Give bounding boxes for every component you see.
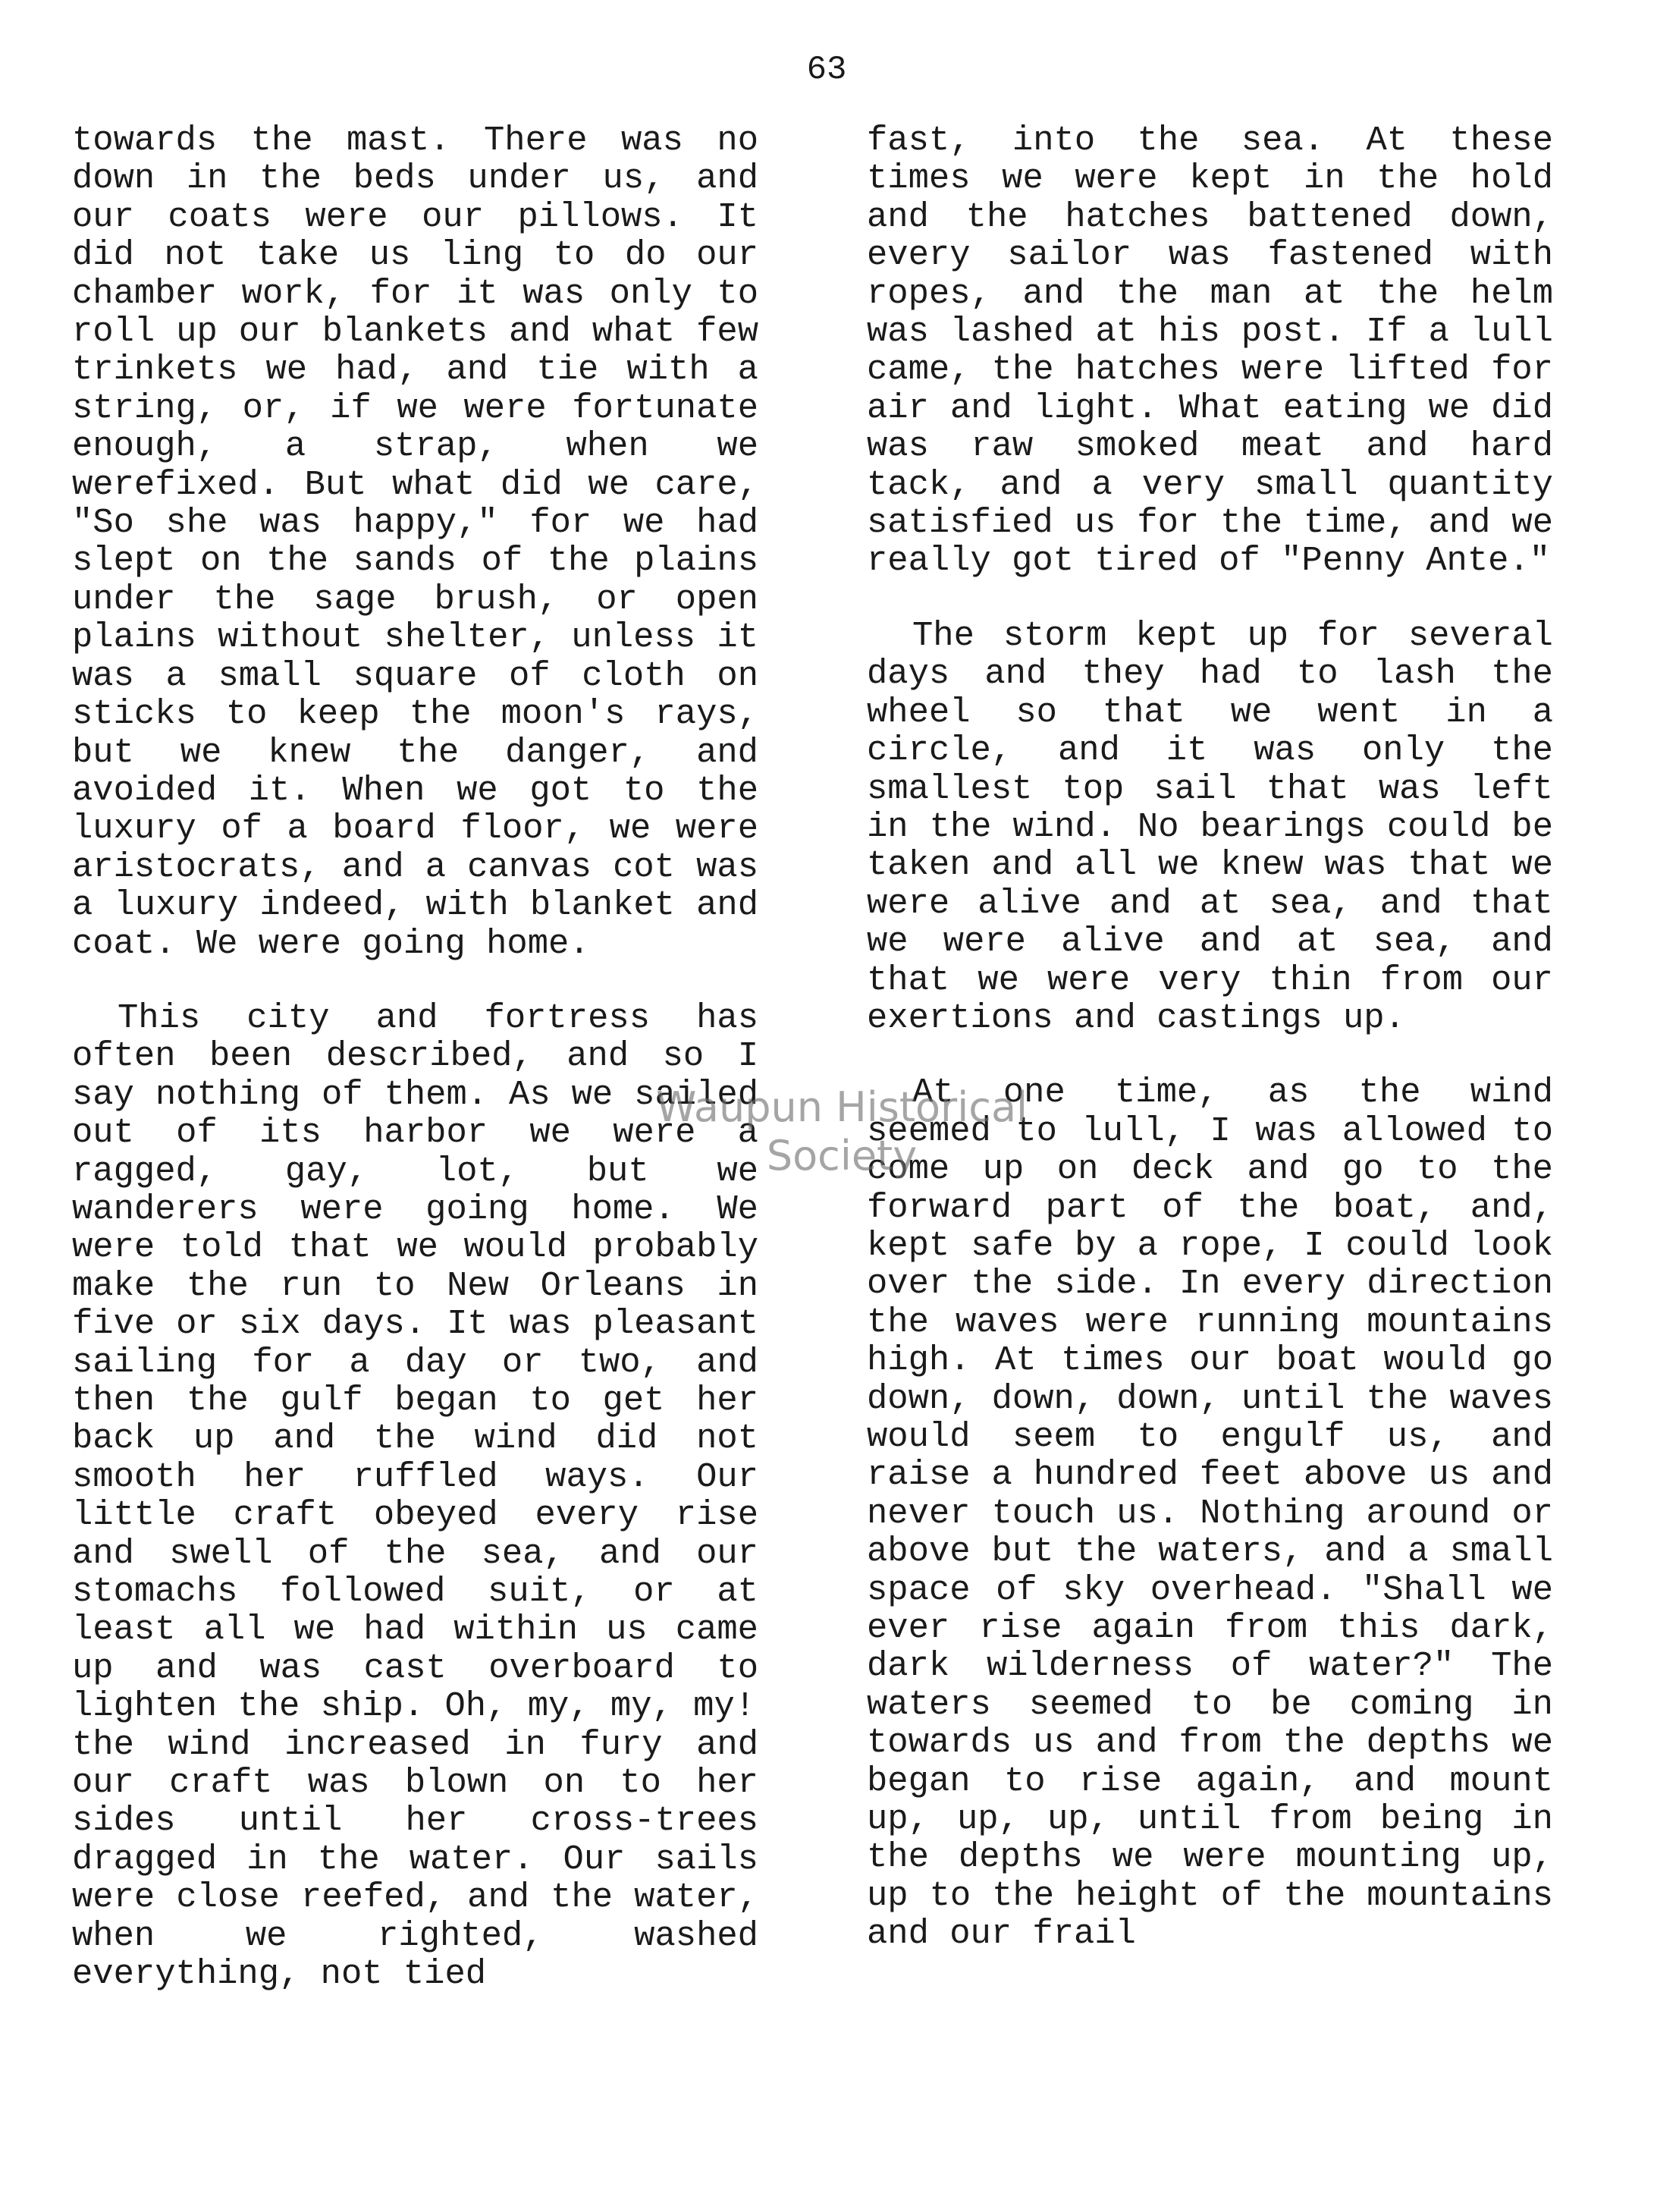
paragraph: The storm kept up for several days and they had to lash the wheel so that we went in a circle, and it was only the smallest top sail that was left in the wind. No bearings could be taken and all we knew was that we were alive and at sea, and that we were alive and at sea, and that we were very thin from our exertions and castings up.	[867, 615, 1553, 1038]
paragraph: At one time, as the wind seemed to lull, I was allowed to come up on deck and go to the forward part of the boat, and, kept safe by a rope, I could look over the side. In every direction the waves were running mountains high. At times our boat would go down, down, down, until the waves would seem to engulf us, and raise a hundred feet above us and never touch us. Nothing around or above but the waters, and a small space of sky overhead. "Shall we ever rise again from this dark, dark wilderness of water?" The waters seemed to be coming in towards us and from the depths we began to rise again, and mount up, up, up, until from being in the depths we were mounting up, up to the height of the mountains and our frail	[867, 1073, 1553, 1954]
right-column	[867, 121, 1553, 1990]
paragraph: towards the mast. There was no down in the beds under us, and our coats were our pillows. It did not take us ling to do our chamber work, for it was only to roll up our blankets and what few trinkets we had, and tie with a string, or, if we were fortunate enough, a strap, when we werefixed. But what did we care, "So she was happy," for we had slept on the sands of the plains under the sage brush, or open plains without shelter, unless it was a small square of cloth on sticks to keep the moon's rays, but we knew the danger, and avoided it. When we got to the luxury of a board floor, we were aristocrats, and a canvas cot was a luxury indeed, with blanket and coat. We were going home.	[72, 121, 758, 963]
paragraph: This city and fortress has often been described, and so I say nothing of them. As we sailed out of its harbor we were a ragged, gay, lot, but we wanderers were going home. We were told that we would probably make the run to New Orleans in five or six days. It was pleasant sailing for a day or two, and then the gulf began to get her back up and the wind did not smooth her ruffled ways. Our little craft obeyed every rise and swell of the sea, and our stomachs followed suit, or at least all we had within us came up and was cast overboard to lighten the ship. Oh, my, my, my! the wind increased in fury and our craft was blown on to her sides until her cross-trees dragged in the water. Our sails were close reefed, and the water, when we righted, washed everything, not tied	[72, 998, 758, 1994]
watermark: Waupun Historical Society	[655, 1083, 1028, 1180]
paragraph: fast, into the sea. At these times we were kept in the hold and the hatches battened down, every sailor was fastened with ropes, and the man at the helm was lashed at his post. If a lull came, the hatches were lifted for air and light. What eating we did was raw smoked meat and hard tack, and a very small quantity satisfied us for the time, and we really got tired of "Penny Ante."	[867, 121, 1553, 581]
left-column	[72, 121, 758, 2030]
page-number: 63	[806, 51, 847, 89]
